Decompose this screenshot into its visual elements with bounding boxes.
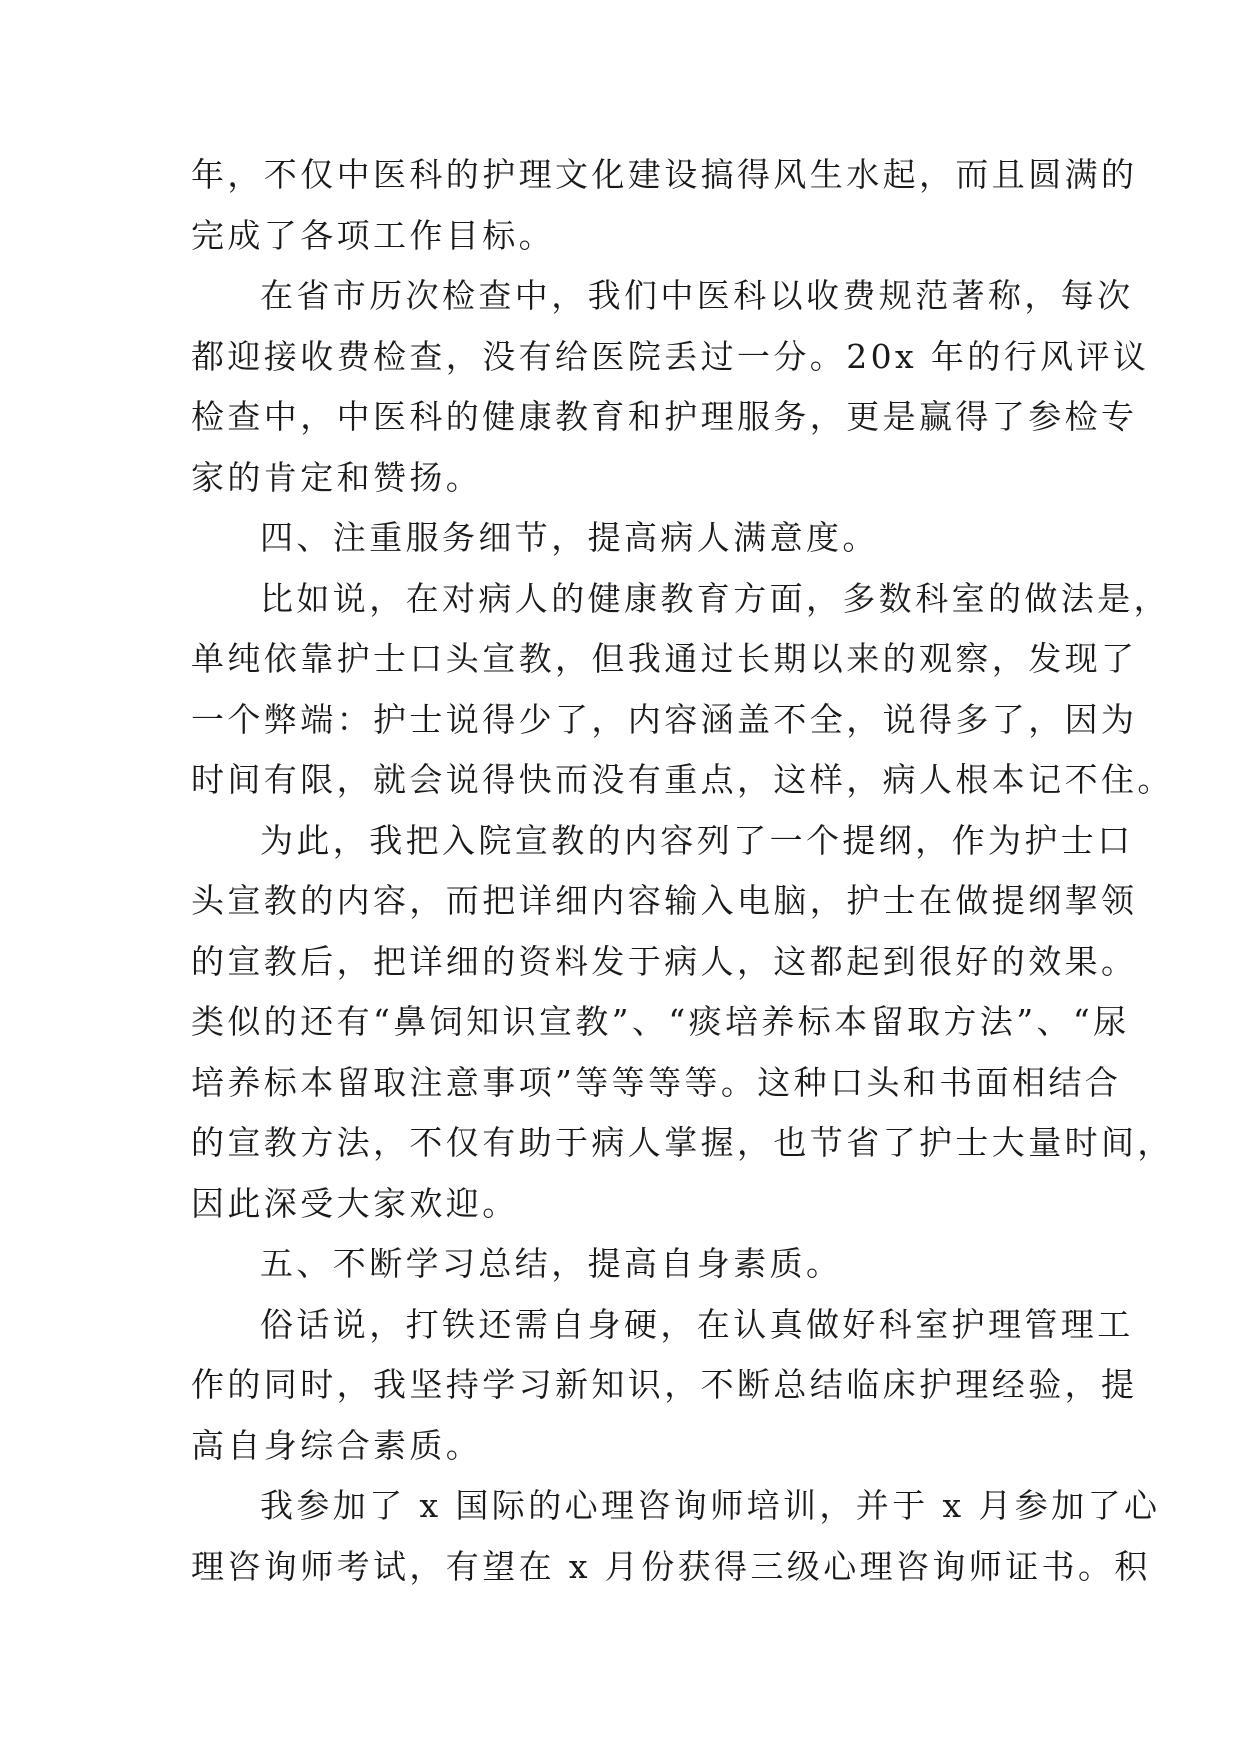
paragraph-first-line: 比如说，在对病人的健康教育方面，多数科室的做法是，: [260, 578, 1170, 618]
text-line: 理咨询师考试，有望在 x 月份获得三级心理咨询师证书。积: [191, 1546, 1151, 1586]
text-line: 的宣教后，把详细的资料发于病人，这都起到很好的效果。: [191, 941, 1138, 981]
paragraph-first-line: 为此，我把入院宣教的内容列了一个提纲，作为护士口: [260, 820, 1134, 860]
text-line: 检查中，中医科的健康教育和护理服务，更是赢得了参检专: [191, 397, 1138, 436]
text-line: 培养标本留取注意事项”等等等等。这种口头和书面相结合: [191, 1062, 1122, 1102]
text-line: 因此深受大家欢迎。: [191, 1183, 519, 1223]
text-line: 的宣教方法，不仅有助于病人掌握，也节省了护士大量时间，: [191, 1123, 1174, 1162]
text-line: 头宣教的内容，而把详细内容输入电脑，护士在做提纲挈领: [191, 881, 1138, 920]
document-body: [191, 155, 1174, 1610]
text-line: 作的同时，我坚持学习新知识，不断总结临床护理经验，提: [191, 1365, 1138, 1404]
text-line: 单纯依靠护士口头宣教，但我通过长期以来的观察，发现了: [191, 639, 1138, 678]
paragraph-first-line: 在省市历次检查中，我们中医科以收费规范著称，每次: [260, 276, 1134, 315]
section-heading: 五、不断学习总结，提高自身素质。: [260, 1244, 843, 1283]
paragraph-first-line: 俗话说，打铁还需自身硬，在认真做好科室护理管理工: [260, 1304, 1134, 1344]
text-line: 年，不仅中医科的护理文化建设搞得风生水起，而且圆满的: [191, 155, 1138, 194]
section-heading: 四、注重服务细节，提高病人满意度。: [260, 518, 879, 557]
text-line: 类似的还有“鼻饲知识宣教”、“痰培养标本留取方法”、“尿: [191, 1002, 1130, 1041]
text-line: 都迎接收费检查，没有给医院丢过一分。20x 年的行风评议: [191, 336, 1150, 376]
text-line: 时间有限，就会说得快而没有重点，这样，病人根本记不住。: [191, 760, 1174, 799]
text-line: 高自身综合素质。: [191, 1425, 483, 1465]
paragraph-first-line: 我参加了 x 国际的心理咨询师培训，并于 x 月参加了心: [260, 1486, 1161, 1525]
text-line: 一个弊端：护士说得少了，内容涵盖不全，说得多了，因为: [191, 699, 1138, 739]
text-line: 完成了各项工作目标。: [191, 215, 555, 255]
text-line: 家的肯定和赞扬。: [191, 457, 483, 497]
